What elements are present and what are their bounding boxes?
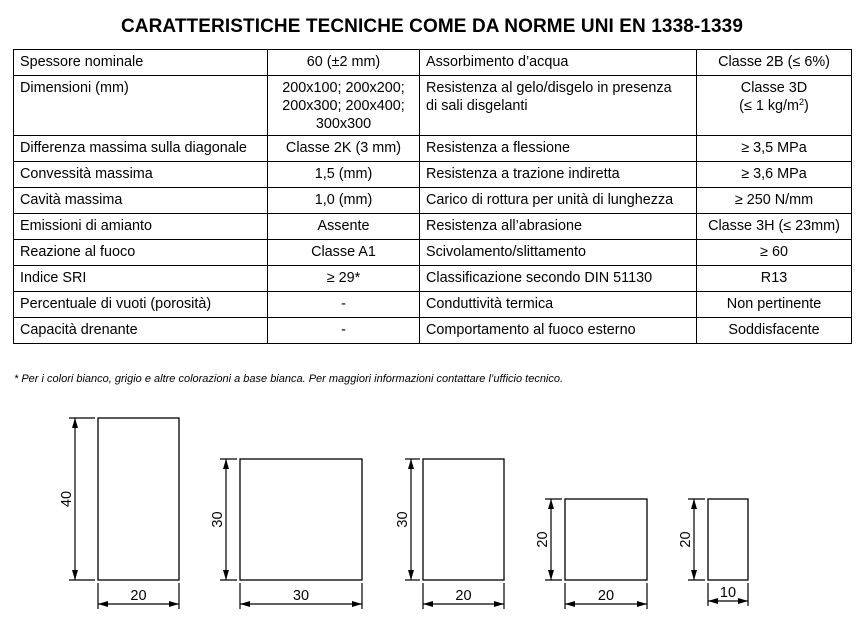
- height-label: 40: [59, 490, 75, 508]
- table-row: [14, 188, 852, 214]
- property-value: [268, 162, 420, 188]
- property-value: [268, 50, 420, 76]
- property-name: Percentuale di vuoti (porosità): [14, 292, 268, 318]
- cell-line: 60 (±2 mm): [306, 54, 381, 70]
- tile-outline: [423, 459, 504, 580]
- cell-line: Resistenza a flessione: [426, 140, 570, 156]
- tile-outline: [708, 499, 748, 580]
- cell-line: Assente: [317, 218, 370, 234]
- property-name: Capacità drenante: [14, 318, 268, 344]
- height-label: 20: [535, 531, 551, 548]
- cell-line: ≥ 3,5 MPa: [741, 140, 807, 156]
- property-value: [268, 266, 420, 292]
- height-label: 30: [210, 511, 226, 528]
- cell-line: -: [341, 322, 346, 338]
- height-label: 30: [395, 511, 411, 528]
- cell-line: Conduttività termica: [426, 296, 554, 312]
- table-row: [14, 266, 852, 292]
- cell-line: Classificazione secondo DIN 51130: [426, 270, 653, 286]
- cell-line: Scivolamento/slittamento: [426, 244, 586, 260]
- cell-line: R13: [760, 270, 788, 286]
- tile-outline: [98, 418, 179, 580]
- page-title: CARATTERISTICHE TECNICHE COME DA NORME UNI EN 1338-1339: [120, 16, 744, 37]
- property-value: [697, 318, 852, 344]
- table-row: [14, 162, 852, 188]
- cell-line: Comportamento al fuoco esterno: [426, 322, 636, 338]
- property-name: Reazione al fuoco: [14, 240, 268, 266]
- cell-line: ≥ 29*: [326, 270, 361, 286]
- property-value: [697, 266, 852, 292]
- width-label: 20: [455, 588, 472, 604]
- cell-text: ): [804, 98, 809, 114]
- table-row: [14, 136, 852, 162]
- cell-line: 200x300; 200x400;: [282, 98, 405, 114]
- cell-line: Classe 3D: [740, 80, 808, 96]
- property-name: [420, 136, 697, 162]
- property-name: Differenza massima sulla diagonale: [14, 136, 268, 162]
- cell-line: 1,0 (mm): [314, 192, 373, 208]
- width-label: 20: [597, 588, 615, 604]
- cell-line: Resistenza al gelo/disgelo in presenza: [426, 80, 672, 96]
- table-row: [14, 214, 852, 240]
- property-value: [268, 318, 420, 344]
- table-row: [14, 318, 852, 344]
- table-row: [14, 292, 852, 318]
- property-value: [268, 188, 420, 214]
- cell-line: Classe A1: [311, 244, 376, 260]
- property-name: Cavità massima: [14, 188, 268, 214]
- width-label: 20: [130, 588, 147, 604]
- cell-line: 200x100; 200x200;: [282, 80, 405, 96]
- cell-line: -: [341, 296, 346, 312]
- property-value: [697, 162, 852, 188]
- property-name: [420, 188, 697, 214]
- cell-line: Classe 3H (≤ 23mm): [708, 218, 840, 234]
- property-value: [268, 76, 420, 136]
- property-name: [420, 214, 697, 240]
- cell-line: Assorbimento d’acqua: [426, 54, 569, 70]
- property-name: Convessità massima: [14, 162, 268, 188]
- property-name: [420, 318, 697, 344]
- height-label: 20: [678, 531, 694, 548]
- property-value: [697, 214, 852, 240]
- superscript: 2: [799, 97, 805, 107]
- property-value: [697, 292, 852, 318]
- cell-line: Non pertinente: [726, 296, 822, 312]
- cell-line: [703, 97, 845, 115]
- property-name: [420, 50, 697, 76]
- cell-line: ≥ 250 N/mm: [734, 192, 814, 208]
- property-name: Spessore nominale: [14, 50, 268, 76]
- property-name: [420, 292, 697, 318]
- cell-line: Resistenza a trazione indiretta: [426, 166, 620, 182]
- width-label: 10: [719, 585, 737, 601]
- cell-line: Classe 2B (≤ 6%): [718, 54, 830, 70]
- property-value: [697, 136, 852, 162]
- property-value: [268, 136, 420, 162]
- property-name: [420, 76, 697, 136]
- table-row: [14, 50, 852, 76]
- table-row: [14, 240, 852, 266]
- tile-outline: [240, 459, 362, 580]
- footnote: * Per i colori bianco, grigio e altre colorazioni a base bianca. Per maggiori informazioni contattare l’ufficio tecnico.: [14, 373, 564, 385]
- cell-line: 300x300: [315, 116, 372, 132]
- property-name: [420, 240, 697, 266]
- property-name: Dimensioni (mm): [14, 76, 268, 136]
- tile-outline: [565, 499, 647, 580]
- property-value: [268, 292, 420, 318]
- cell-line: di sali disgelanti: [426, 98, 528, 114]
- cell-text: (≤ 1 kg/m: [739, 98, 800, 114]
- tile-dimension-drawings: [0, 400, 864, 622]
- cell-line: Classe 2K (3 mm): [285, 140, 402, 156]
- property-name: Indice SRI: [14, 266, 268, 292]
- property-value: [697, 50, 852, 76]
- cell-line: Resistenza all’abrasione: [426, 218, 582, 234]
- cell-line: Soddisfacente: [728, 322, 820, 338]
- cell-line: ≥ 3,6 MPa: [741, 166, 807, 182]
- property-value: [697, 240, 852, 266]
- property-value: [697, 76, 852, 136]
- property-value: [268, 240, 420, 266]
- cell-line: Carico di rottura per unità di lunghezza: [426, 192, 674, 208]
- property-value: [697, 188, 852, 214]
- width-label: 30: [292, 588, 310, 604]
- property-name: Emissioni di amianto: [14, 214, 268, 240]
- spec-table: [13, 49, 852, 344]
- property-value: [268, 214, 420, 240]
- property-name: [420, 162, 697, 188]
- property-name: [420, 266, 697, 292]
- cell-line: 1,5 (mm): [314, 166, 373, 182]
- table-row: [14, 76, 852, 136]
- cell-line: ≥ 60: [760, 244, 788, 260]
